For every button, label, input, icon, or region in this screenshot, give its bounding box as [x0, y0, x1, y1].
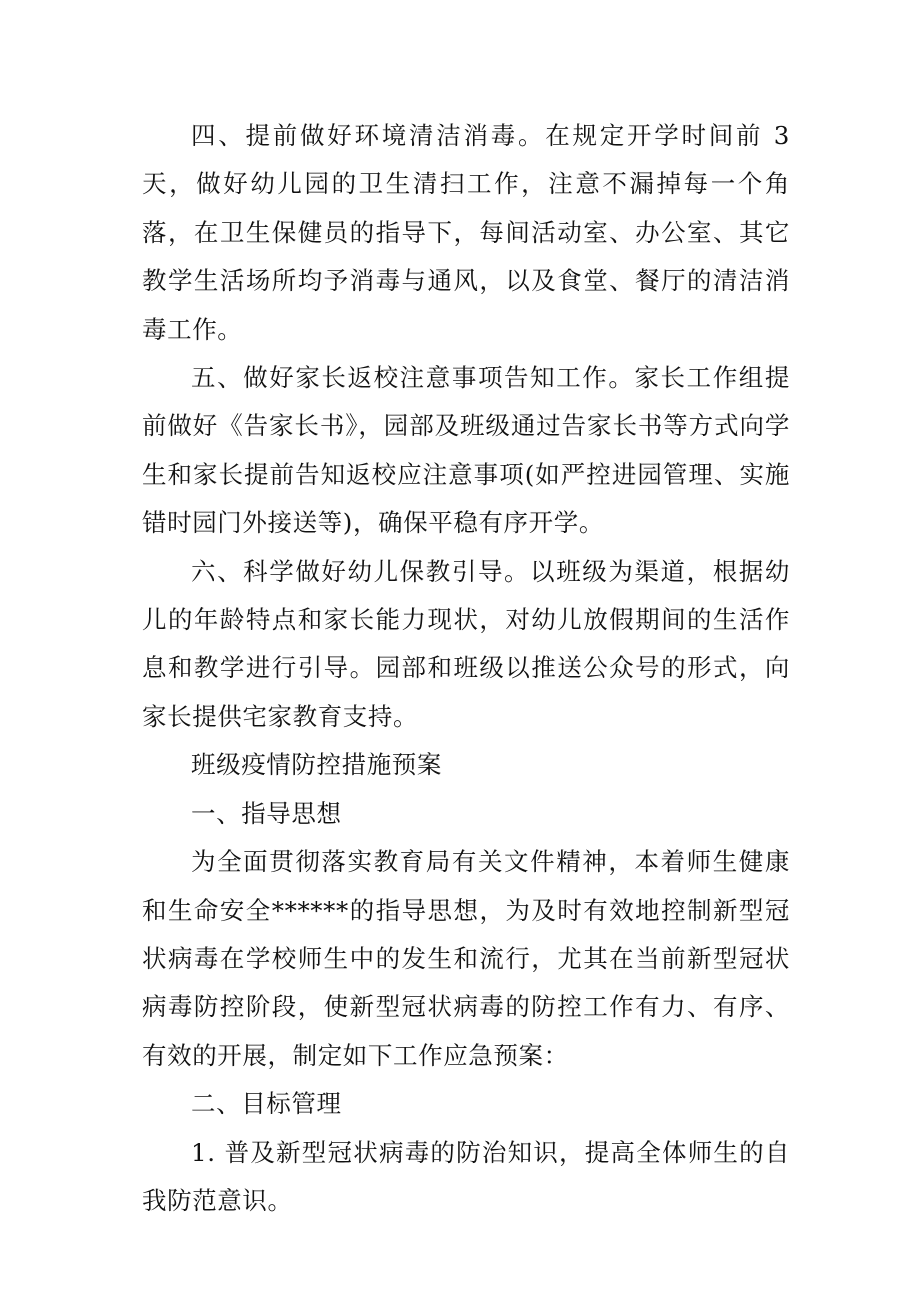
heading-guiding-ideology: 一、指导思想: [191, 798, 342, 828]
paragraph-parent-notification: 五、做好家长返校注意事项告知工作。家长工作组提前做好《告家长书》，园部及班级通过告家长书等方式向学生和家长提前告知返校应注意事项(如严控进园管理、实施错时园门外接送等)，确保平稳有序开学。: [142, 363, 790, 538]
paragraph-target-item-1: 1. 普及新型冠状病毒的防治知识，提高全体师生的自我防范意识。: [142, 1137, 790, 1215]
paragraph-environment-disinfection: 四、提前做好环境清洁消毒。在规定开学时间前 3 天，做好幼儿园的卫生清扫工作，注意不漏掉每一个角落，在卫生保健员的指导下，每间活动室、办公室、其它教学生活场所均予消毒与通风，以及食堂、餐厅的清洁消毒工作。: [142, 121, 790, 344]
section-title-class-plan: 班级疫情防控措施预案: [191, 750, 442, 780]
paragraph-guiding-ideology: 为全面贯彻落实教育局有关文件精神，本着师生健康和生命安全******的指导思想，为及时有效地控制新型冠状病毒在学校师生中的发生和流行，尤其在当前新型冠状病毒防控阶段，使新型冠状病毒的防控工作有力、有序、有效的开展，制定如下工作应急预案：: [142, 847, 790, 1070]
document-body: [142, 112, 790, 1225]
paragraph-childcare-guidance: 六、科学做好幼儿保教引导。以班级为渠道，根据幼儿的年龄特点和家长能力现状，对幼儿放假期间的生活作息和教学进行引导。园部和班级以推送公众号的形式，向家长提供宅家教育支持。: [142, 556, 790, 731]
heading-target-management: 二、目标管理: [191, 1089, 342, 1119]
